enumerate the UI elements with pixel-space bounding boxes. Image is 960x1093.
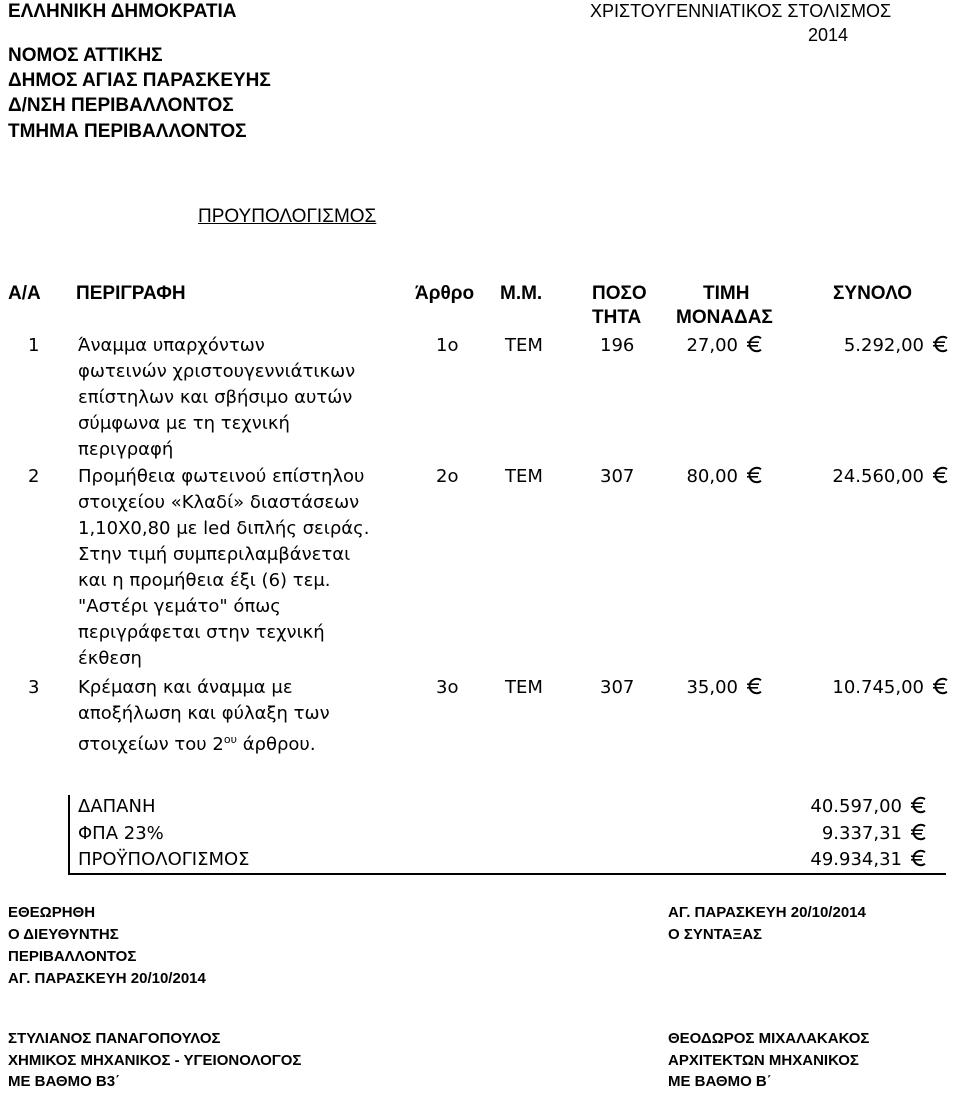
row-article: 3ο <box>436 677 459 698</box>
row-unit-price: 27,00 <box>686 333 766 359</box>
totals-value: 40.597,00 <box>810 795 930 819</box>
row-number: 1 <box>28 335 40 356</box>
euro-sign-icon <box>744 466 766 484</box>
totals-value: 49.934,31 <box>810 848 930 872</box>
row-description-line: αποξήλωση και φύλαξη των <box>78 703 330 724</box>
issuer-line: ΤΜΗΜΑ ΠΕΡΙΒΑΛΛΟΝΤΟΣ <box>8 121 247 142</box>
row-description-line: φωτεινών χριστουγεννιάτικων <box>78 361 356 382</box>
euro-sign-icon <box>908 849 930 867</box>
row-unit: ΤΕΜ <box>505 335 543 356</box>
row-description-line: και η προμήθεια έξι (6) τεμ. <box>78 570 331 591</box>
row-article: 2ο <box>436 466 459 487</box>
signature-line: ΧΗΜΙΚΟΣ ΜΗΧΑΝΙΚΟΣ - ΥΓΕΙΟΝΟΛΟΓΟΣ <box>8 1052 302 1069</box>
signature-line: ΑΡΧΙΤΕΚΤΩΝ ΜΗΧΑΝΙΚΟΣ <box>668 1052 859 1069</box>
approval-line: ΑΓ. ΠΑΡΑΣΚΕΥΗ 20/10/2014 <box>8 970 206 987</box>
row-unit: ΤΕΜ <box>505 677 543 698</box>
row-description-line: έκθεση <box>78 648 142 669</box>
row-description-line: περιγραφή <box>78 439 174 460</box>
signature-line: ΘΕΟΔΩΡΟΣ ΜΙΧΑΛΑΚΑΚΟΣ <box>668 1030 870 1047</box>
col-unit-price: ΤΙΜΗ <box>703 283 750 304</box>
col-quantity-cont: ΤΗΤΑ <box>592 307 642 328</box>
document-title: ΠΡΟΥΠΟΛΟΓΙΣΜΟΣ <box>198 206 377 227</box>
col-unit: Μ.Μ. <box>500 283 543 304</box>
row-description-line: "Αστέρι γεμάτο" όπως <box>78 596 281 617</box>
row-description-line: Κρέμαση και άναμμα με <box>78 677 293 698</box>
totals-label: ΠΡΟΫΠΟΛΟΓΙΣΜΟΣ <box>78 849 250 870</box>
row-total: 24.560,00 <box>832 464 952 490</box>
row-total: 10.745,00 <box>832 675 952 701</box>
euro-sign-icon <box>908 823 930 841</box>
col-total: ΣΥΝΟΛΟ <box>833 283 913 304</box>
totals-block <box>0 795 960 885</box>
row-quantity: 307 <box>600 677 635 698</box>
col-aa: Α/Α <box>8 283 41 304</box>
issuer-line: ΝΟΜΟΣ ΑΤΤΙΚΗΣ <box>8 45 163 66</box>
totals-line <box>0 795 960 819</box>
row-description-line: Προμήθεια φωτεινού επίστηλου <box>78 466 365 487</box>
row-description-line: σύμφωνα με τη τεχνική <box>78 413 290 434</box>
totals-line <box>0 822 960 846</box>
col-description: ΠΕΡΙΓΡΑΦΗ <box>76 283 186 304</box>
row-description-line: επίστηλων και σβήσιμο αυτών <box>78 387 353 408</box>
row-description-line: Άναμμα υπαρχόντων <box>78 335 265 356</box>
project-year: 2014 <box>808 25 849 45</box>
euro-sign-icon <box>930 335 952 353</box>
project-title: ΧΡΙΣΤΟΥΓΕΝΝΙΑΤΙΚΟΣ ΣΤΟΛΙΣΜΟΣ <box>590 1 892 21</box>
row-unit-price: 80,00 <box>686 464 766 490</box>
signature-line: ΜΕ ΒΑΘΜΟ Β΄ <box>668 1073 772 1090</box>
row-quantity: 307 <box>600 466 635 487</box>
row-description-line: Στην τιμή συμπεριλαμβάνεται <box>78 544 351 565</box>
col-unit-price-cont: ΜΟΝΑΔΑΣ <box>676 307 773 328</box>
euro-sign-icon <box>744 677 766 695</box>
row-description-line: περιγράφεται στην τεχνική <box>78 622 325 643</box>
euro-sign-icon <box>908 796 930 814</box>
approval-line: ΕΘΕΩΡΗΘΗ <box>8 904 96 921</box>
totals-label: ΦΠΑ 23% <box>78 823 164 844</box>
signature-line: ΣΤΥΛΙΑΝΟΣ ΠΑΝΑΓΟΠΟΥΛΟΣ <box>8 1030 221 1047</box>
approval-line: Ο ΣΥΝΤΑΞΑΣ <box>668 926 763 943</box>
row-article: 1ο <box>436 335 459 356</box>
totals-line <box>0 848 960 872</box>
row-quantity: 196 <box>600 335 635 356</box>
approval-line: Ο ΔΙΕΥΘΥΝΤΗΣ <box>8 926 119 943</box>
row-unit: ΤΕΜ <box>505 466 543 487</box>
row-total: 5.292,00 <box>844 333 952 359</box>
euro-sign-icon <box>930 677 952 695</box>
col-article: Άρθρο <box>415 283 475 304</box>
issuer-line: ΔΗΜΟΣ ΑΓΙΑΣ ΠΑΡΑΣΚΕΥΗΣ <box>8 70 271 91</box>
row-description-line: 1,10Χ0,80 με led διπλής σειράς. <box>78 518 370 539</box>
row-number: 3 <box>28 677 40 698</box>
totals-label: ΔΑΠΑΝΗ <box>78 796 156 817</box>
euro-sign-icon <box>744 335 766 353</box>
row-number: 2 <box>28 466 40 487</box>
signature-line: ΜΕ ΒΑΘΜΟ Β3΄ <box>8 1073 121 1090</box>
row-description-line: στοιχείου «Κλαδί» διαστάσεων <box>78 492 360 513</box>
approval-line: ΑΓ. ΠΑΡΑΣΚΕΥΗ 20/10/2014 <box>668 904 866 921</box>
totals-value: 9.337,31 <box>822 822 930 846</box>
issuer-line: Δ/ΝΣΗ ΠΕΡΙΒΑΛΛΟΝΤΟΣ <box>8 95 234 116</box>
row-description-line: στοιχείων του $2^{o\upsilon}$ άρθρου. <box>78 733 316 755</box>
row-unit-price: 35,00 <box>686 675 766 701</box>
euro-sign-icon <box>930 466 952 484</box>
approval-line: ΠΕΡΙΒΑΛΛΟΝΤΟΣ <box>8 948 137 965</box>
col-quantity: ΠΟΣΟ <box>592 283 647 304</box>
issuer-line: ΕΛΛΗΝΙΚΗ ΔΗΜΟΚΡΑΤΙΑ <box>8 1 237 22</box>
